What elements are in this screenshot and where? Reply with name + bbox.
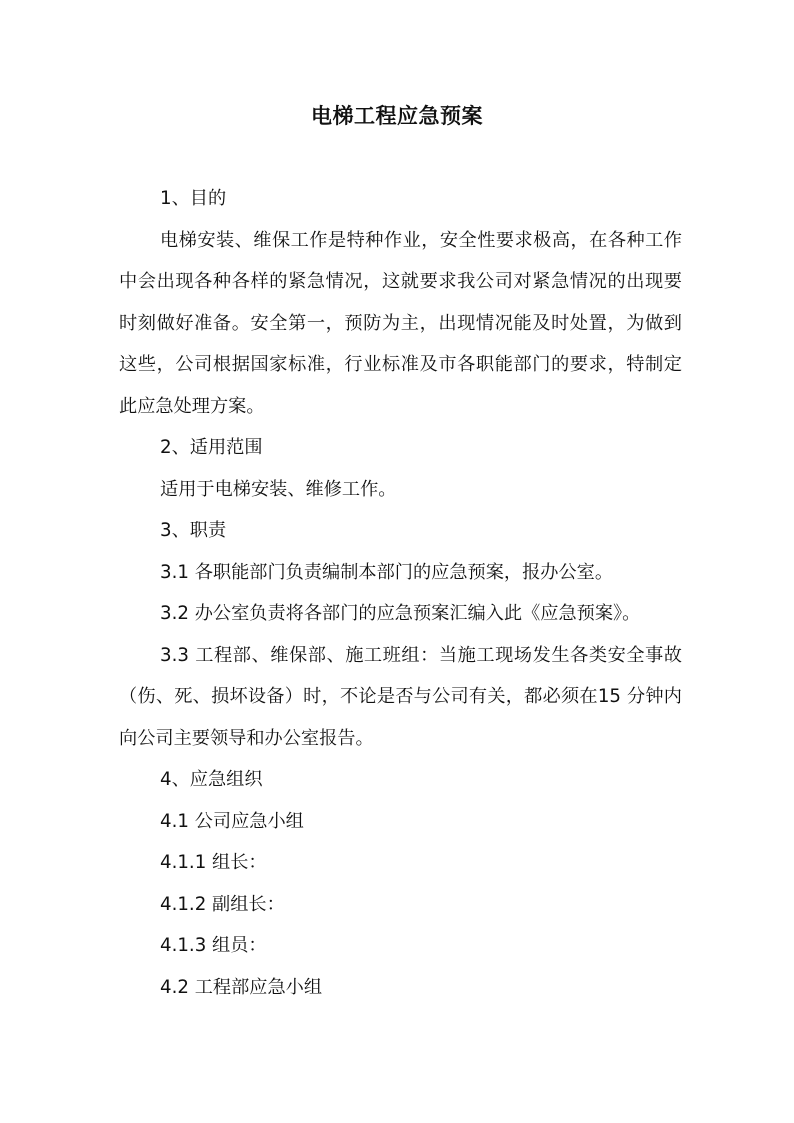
subsection-company-team: 4.1 公司应急小组 — [160, 810, 304, 832]
paragraph-purpose: 电梯安装、维保工作是特种作业，安全性要求极高，在各种工作中会出现各种各样的紧急情况，这就要求我公司对紧急情况的出现要时刻做好准备。安全第一，预防为主，出现情况能及时处置，为做到这些，公司根据国家标准，行业标准及市各职能部门的要求，特制定此应急处理方案。 — [119, 229, 682, 417]
paragraph-responsibility-3-3: 3.3 工程部、维保部、施工班组：当施工现场发生各类安全事故（伤、死、损坏设备）时，不论是否与公司有关，都必须在15 分钟内向公司主要领导和办公室报告。 — [119, 644, 682, 749]
document-title: 电梯工程应急预案 — [311, 104, 483, 128]
item-team-leader: 4.1.1 组长： — [160, 852, 267, 873]
paragraph-scope: 适用于电梯安装、维修工作。 — [160, 478, 397, 500]
paragraph-responsibility-3-1: 3.1 各职能部门负责编制本部门的应急预案，报办公室。 — [160, 561, 614, 583]
section-heading-emergency-organization: 4、应急组织 — [160, 769, 263, 790]
section-heading-scope: 2、适用范围 — [160, 437, 263, 458]
subsection-engineering-team: 4.2 工程部应急小组 — [160, 976, 323, 998]
document-body — [119, 178, 682, 1008]
item-deputy-leader: 4.1.2 副组长： — [160, 893, 285, 915]
section-heading-responsibilities: 3、职责 — [160, 520, 227, 541]
section-heading-purpose: 1、目的 — [160, 188, 227, 209]
paragraph-responsibility-3-2: 3.2 办公室负责将各部门的应急预案汇编入此《应急预案》。 — [160, 603, 641, 624]
item-team-members: 4.1.3 组员： — [160, 935, 267, 956]
